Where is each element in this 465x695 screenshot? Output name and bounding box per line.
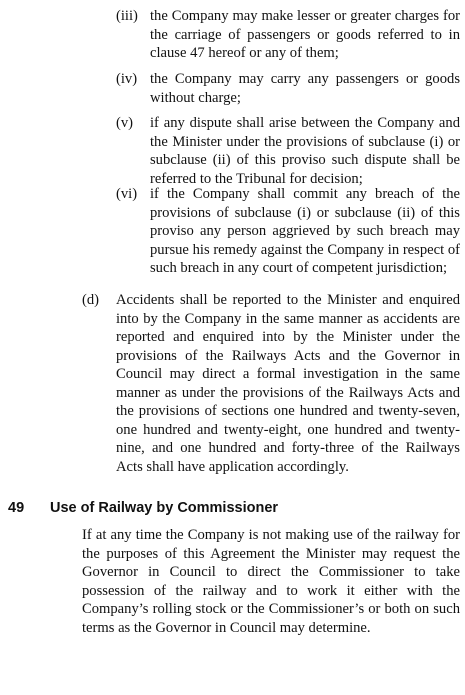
clause-text: Accidents shall be reported to the Minister and enquired into by the Company in the same manner as accidents are reported and enquired into by the Minister under the provisions of the Railways Acts and the Governor in Council may direct a formal investigation in the same manner as under the provisions of the Railways Acts and the provisions of sections one hundred and twenty-seven, one hundred and twenty-eight, one hundred and twenty-nine, and one hundred and forty-three of the Railways Acts shall have application accordingly.	[116, 292, 460, 475]
section-body: If at any time the Company is not making use of the railway for the purposes of this Agreement the Minister may request the Governor in Council to direct the Commissioner to take possession of the railway and to work it either with the Company’s rolling stock or the Commissioner’s or both on such terms as the Governor in Council may determine.	[82, 527, 460, 636]
section-number: 49	[8, 500, 25, 516]
subclause-number: (iv)	[116, 71, 138, 87]
subclause-number: (iii)	[116, 8, 138, 24]
subclause-text: the Company may carry any passengers or goods without charge;	[150, 71, 460, 106]
subclause-text: if any dispute shall arise between the Company and the Minister under the provisions of subclause (i) or subclause (ii) of this proviso such dispute shall be referred to the Tribunal for decision;	[150, 115, 460, 187]
subclause-text: the Company may make lesser or greater charges for the carriage of passengers or goods referred to in clause 47 hereof or any of them;	[150, 8, 460, 61]
subclause-iv	[116, 70, 460, 107]
subclause-number: (v)	[116, 115, 134, 131]
section-title: Use of Railway by Commissioner	[50, 500, 279, 516]
subclause-vi	[116, 185, 460, 278]
subclause-number: (vi)	[116, 186, 138, 202]
clause-d	[82, 291, 460, 476]
subclause-v	[116, 114, 460, 188]
subclause-iii	[116, 7, 460, 63]
subclause-text: if the Company shall commit any breach of the provisions of subclause (i) or subclause (ii) of this proviso any person aggrieved by such breach may pursue his remedy against the Company in respect of such breach in any court of competent jurisdiction;	[150, 186, 460, 276]
clause-number: (d)	[82, 292, 100, 308]
